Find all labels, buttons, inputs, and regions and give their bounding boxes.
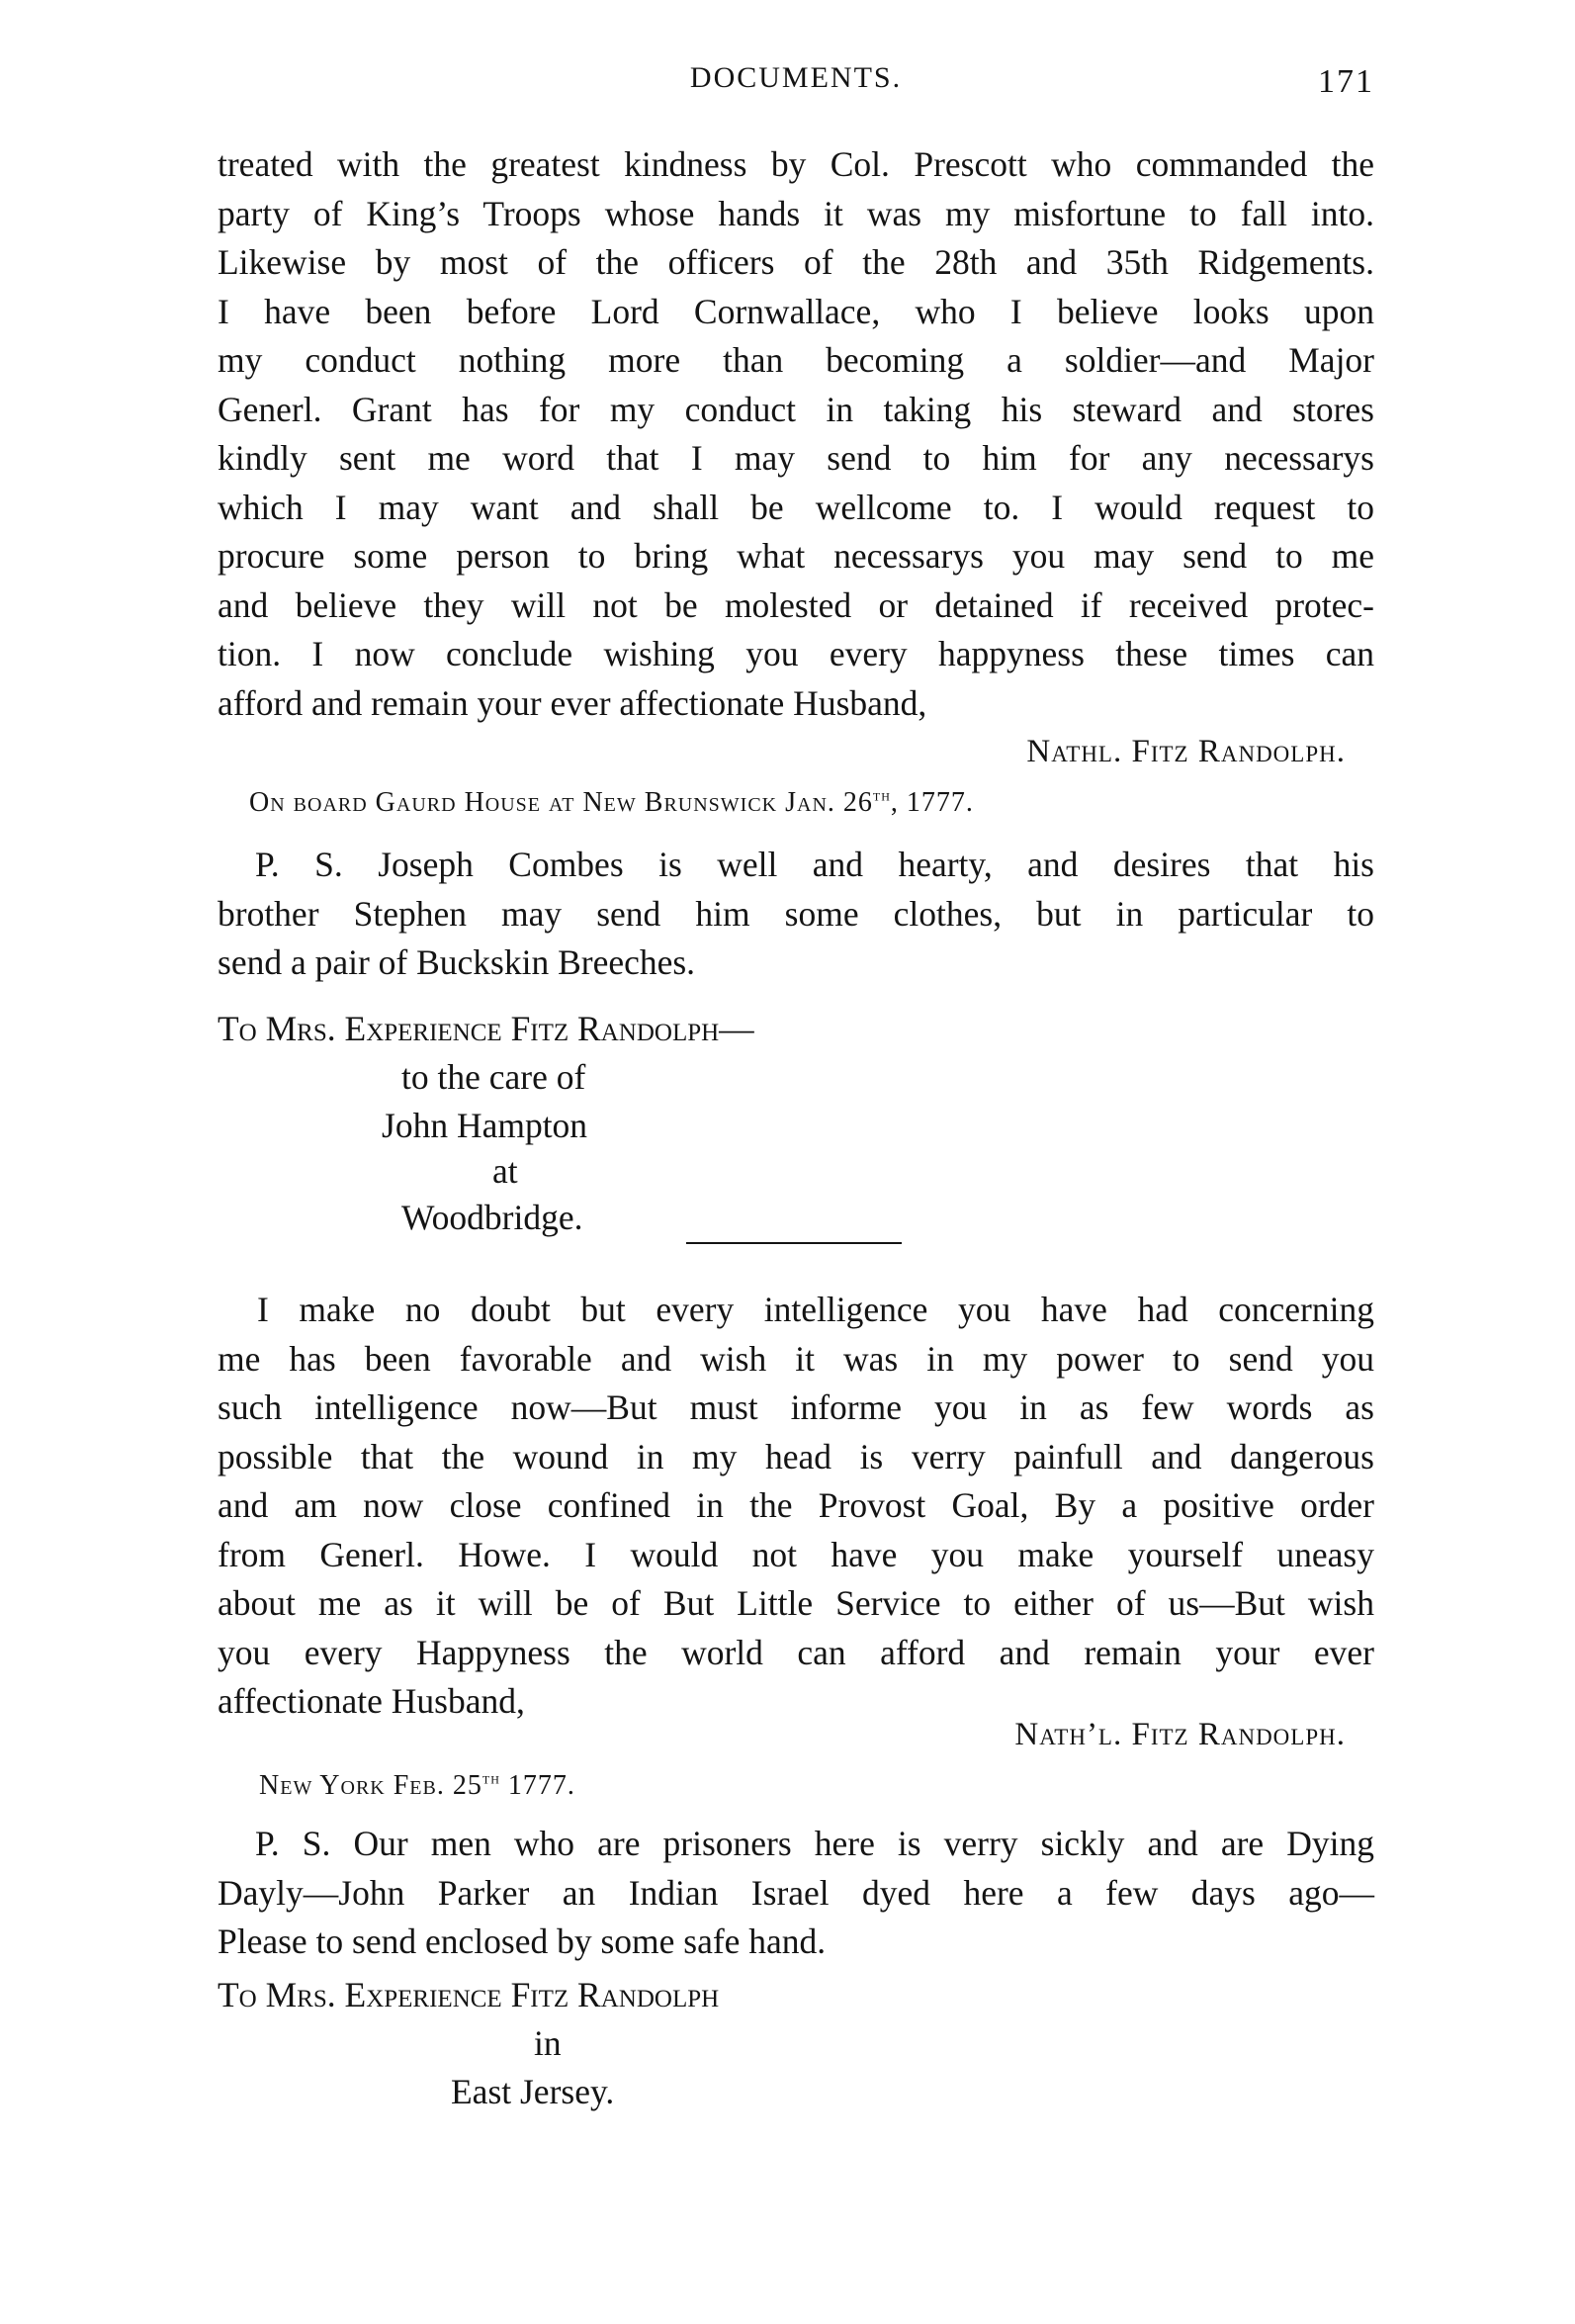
text-line: afford and remain your ever affectionate Husband, bbox=[218, 682, 927, 723]
text-line: me has been favorable and wish it was in my power to send you bbox=[218, 1338, 1374, 1379]
text-line: P. S. Our men who are prisoners here is verry sickly and are Dying bbox=[255, 1824, 1374, 1863]
address-line: to the care of bbox=[401, 1057, 586, 1097]
letter2-body bbox=[218, 1286, 1374, 1727]
text-line: from Generl. Howe. I would not have you make yourself uneasy bbox=[218, 1534, 1374, 1574]
text-line: affectionate Husband, bbox=[218, 1681, 525, 1721]
text-line: possible that the wound in my head is verry painfull and dangerous bbox=[218, 1436, 1374, 1476]
text-line: P. S. Joseph Combes is well and hearty, and desires that his bbox=[255, 845, 1374, 884]
letter1-postscript bbox=[218, 841, 1374, 988]
text-line: and believe they will not be molested or detained if received protec- bbox=[218, 584, 1374, 625]
text-line: Likewise by most of the officers of the 28th and 35th Ridgements. bbox=[218, 242, 1374, 282]
text-line: Generl. Grant has for my conduct in taking his steward and stores bbox=[218, 389, 1374, 429]
text-line: I make no doubt but every intelligence you have had concerning bbox=[257, 1290, 1374, 1329]
address-line: To Mrs. Experience Fitz Randolph bbox=[218, 1975, 720, 2014]
text-line: about me as it will be of But Little Service to either of us—But wish bbox=[218, 1583, 1374, 1623]
letter1-signature: Nathl. Fitz Randolph. bbox=[1026, 734, 1346, 769]
text-line: Dayly—John Parker an Indian Israel dyed here a few days ago— bbox=[218, 1872, 1374, 1913]
letter1-body bbox=[218, 140, 1374, 728]
page-number: 171 bbox=[1318, 63, 1374, 100]
letter1-dateline: On board Gaurd House at New Brunswick Jan. 26th, 1777. bbox=[249, 785, 974, 818]
letter2-postscript bbox=[218, 1820, 1374, 1967]
address-line: To Mrs. Experience Fitz Randolph— bbox=[218, 1009, 754, 1048]
text-line: my conduct nothing more than becoming a soldier—and Major bbox=[218, 340, 1374, 380]
text-line: brother Stephen may send him some clothes, but in particular to bbox=[218, 893, 1374, 934]
address-line: at bbox=[492, 1151, 518, 1191]
text-line: party of King’s Troops whose hands it was my misfortune to fall into. bbox=[218, 193, 1374, 233]
address-line: John Hampton bbox=[382, 1106, 588, 1145]
text-line: send a pair of Buckskin Breeches. bbox=[218, 942, 696, 982]
text-line: procure some person to bring what necessarys you may send to me bbox=[218, 536, 1374, 576]
address-line: in bbox=[534, 2023, 562, 2063]
address-line: Woodbridge. bbox=[401, 1198, 583, 1237]
text-line: tion. I now conclude wishing you every happyness these times can bbox=[218, 634, 1374, 673]
text-line: Please to send enclosed by some safe hand. bbox=[218, 1922, 827, 1961]
text-line: treated with the greatest kindness by Col. Prescott who commanded the bbox=[218, 144, 1374, 184]
text-line: which I may want and shall be wellcome to. I would request to bbox=[218, 487, 1374, 527]
section-divider bbox=[686, 1242, 902, 1244]
text-line: such intelligence now—But must informe you in as few words as bbox=[218, 1387, 1374, 1427]
letter2-dateline: New York Feb. 25th 1777. bbox=[259, 1768, 575, 1801]
letter2-signature: Nath’l. Fitz Randolph. bbox=[1014, 1717, 1346, 1752]
page-header bbox=[218, 61, 1374, 121]
address-line: East Jersey. bbox=[451, 2072, 615, 2111]
text-line: and am now close confined in the Provost Goal, By a positive order bbox=[218, 1485, 1374, 1525]
running-head: DOCUMENTS. bbox=[689, 61, 903, 94]
text-line: kindly sent me word that I may send to him for any necessarys bbox=[218, 438, 1374, 478]
text-line: I have been before Lord Cornwallace, who I believe looks upon bbox=[218, 291, 1374, 331]
text-line: you every Happyness the world can afford and remain your ever bbox=[218, 1632, 1374, 1672]
